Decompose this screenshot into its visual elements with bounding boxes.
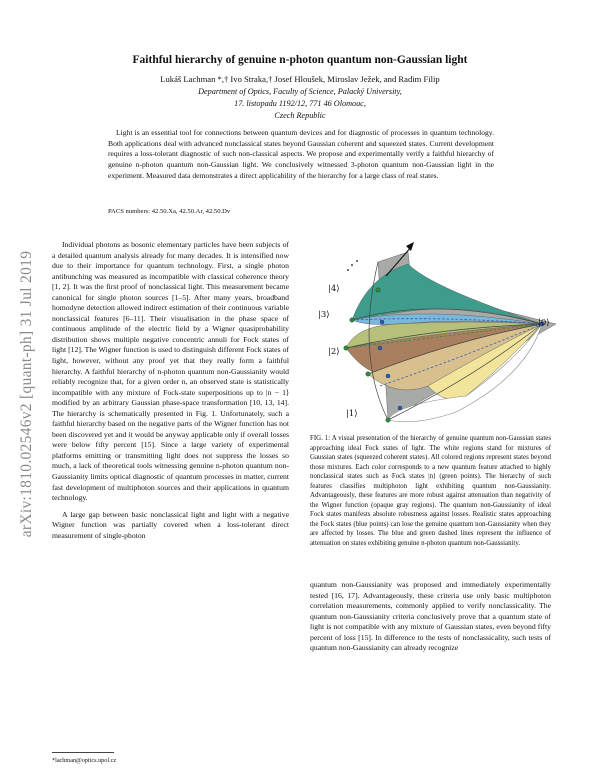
- green-point: [366, 372, 370, 376]
- ellipsis-dots: [347, 260, 358, 271]
- paper-title: Faithful hierarchy of genuine n-photon quantum non-Gaussian light: [132, 54, 468, 66]
- state-label-1: |1⟩: [346, 409, 358, 419]
- body-paragraph: quantum non-Gaussianity was proposed and immediately experimentally tested [16, 17]. Advantageously, these criteria use only basic multiphoton correlation measurements, commonly applied to verify nonclassicality. The quantum non-Gaussianity criteria conclusively prove that a quantum state of light is not compatible with any mixture of Gaussian states, even beyond fifty percent of loss [15]. In difference to the tests of nonclassicality, such tests of quantum non-Gaussianity can already recognize: [310, 580, 551, 653]
- pacs-numbers: PACS numbers: 42.50.Xa, 42.50.Ar, 42.50.Dv: [108, 208, 231, 215]
- body-right-column: [310, 580, 551, 654]
- affiliation-line: Czech Republic: [274, 110, 326, 120]
- body-paragraph: Individual photons as bosonic elementary particles have been subjects of a detailed quantum analysis already for many decades. It is intensified now due to their importance for quantum technology. First, a single photon antibunching was measured as incompatible with classical coherence theory [1, 2]. It was the first proof of nonclassical light. This measurement became canonical for single photon sources [1–5]. After many years, broadband homodyne detection allowed indirect estimation of their continuous variable nonclassical features [6–11]. Their visualisation in the phase space of continuous amplitude of the electric field by a Wigner quasiprobability distribution shows multiple negative concentric annuli for Fock states of light [12]. The Wigner function is used to distinguish different Fock states of light, however, without any proof yet that they really form a faithful hierarchy. A faithful hierarchy of n-photon quantum non-Gaussianity would reliably recognize that, for a given order n, an observed state is statistically incompatible with any mixture of Fock-state superpositions up to |n − 1⟩ modified by an arbitrary Gaussian phase-space transformation [10, 13, 14]. The hierarchy is schematically presented in Fig. 1. Unfortunately, such a faithful hierarchy based on the negative parts of the Wigner function has not been discovered yet and it would be anyway applicable only if overall losses were below fifty percent [15]. Since a large variety of experimental platforms emitting or transmitting light does not suppress the losses so much, a lack of theoretical tools witnessing genuine n-photon quantum non-Gaussianity limits optical diagnostic of quantum processes in matter, current fast development of multiphoton sources and their applications in quantum technology.: [52, 240, 289, 503]
- blue-point: [398, 406, 402, 410]
- body-left-column: [52, 240, 289, 541]
- green-point: [376, 288, 380, 292]
- arxiv-identifier: arXiv:1810.02546v2 [quant-ph] 31 Jul 2019: [18, 250, 35, 538]
- abstract: Light is an essential tool for connections between quantum devices and for diagnostic of processes in quantum technology. Both applications deal with advanced nonclassical states beyond Gaussian coherent and squeezed states. Current development requires a loss-tolerant diagnostic of such non-classical aspects. We propose and experimentally verify a faithful hierarchy of genuine n-photon quantum non-Gaussian light. We conclusively witnessed 3-photon quantum non-Gaussian light in the experiment. Measured data demonstrates a direct applicability of the hierarchy for a large class of real states.: [108, 128, 494, 180]
- figure-hierarchy-diagram: [316, 236, 556, 426]
- arrow-head-icon: [406, 242, 414, 251]
- green-point: [386, 418, 390, 422]
- state-label-4: |4⟩: [328, 284, 340, 294]
- author-list: Lukáš Lachman *,† Ivo Straka,† Josef Hloušek, Miroslav Ježek, and Radim Filip: [160, 74, 440, 84]
- state-label-0: |0⟩: [538, 318, 550, 328]
- footnote: *lachman@optics.upol.cz: [52, 757, 117, 764]
- state-label-3: |3⟩: [318, 310, 330, 320]
- blue-point: [380, 320, 384, 324]
- state-label-2: |2⟩: [328, 347, 340, 357]
- affiliation-line: Department of Optics, Faculty of Science, Palacký University,: [198, 87, 402, 96]
- body-paragraph: A large gap between basic nonclassical light and light with a negative Wigner function was partially covered when a loss-tolerant direct measurement of single-photon: [52, 509, 289, 540]
- blue-point: [378, 346, 382, 350]
- blue-point: [386, 374, 390, 378]
- green-point: [350, 318, 354, 322]
- affiliation-line: 17. listopadu 1192/12, 771 46 Olomouc,: [234, 98, 366, 108]
- affiliation: [150, 86, 450, 121]
- green-point: [344, 346, 348, 350]
- figure-caption: FIG. 1: A visual presentation of the hierarchy of genuine quantum non-Gaussian states approaching ideal Fock states of light. The white regions stand for mixtures of Gaussian states (squeezed coherent states). All colored regions represent states beyond those mixtures. Each color corresponds to a new quantum feature attached to highly nonclassical states such as Fock states |n⟩ (green points). The hierarchy of such features classifies multiphoton light exhibiting quantum non-Gaussianity. Advantageously, these features are more robust against attenuation than negativity of the Wigner function (opaque gray regions). The quantum non-Gaussianity of ideal Fock states manifests absolute robustness against losses. Realistic states approaching the Fock states (blue points) can lose the genuine quantum non-Gaussianity when they are affected by losses. The blue and green dashed lines represent the influence of attenuation on states exhibiting genuine n-photon quantum non-Gaussianity.: [310, 435, 551, 547]
- footnote-rule: [52, 752, 114, 753]
